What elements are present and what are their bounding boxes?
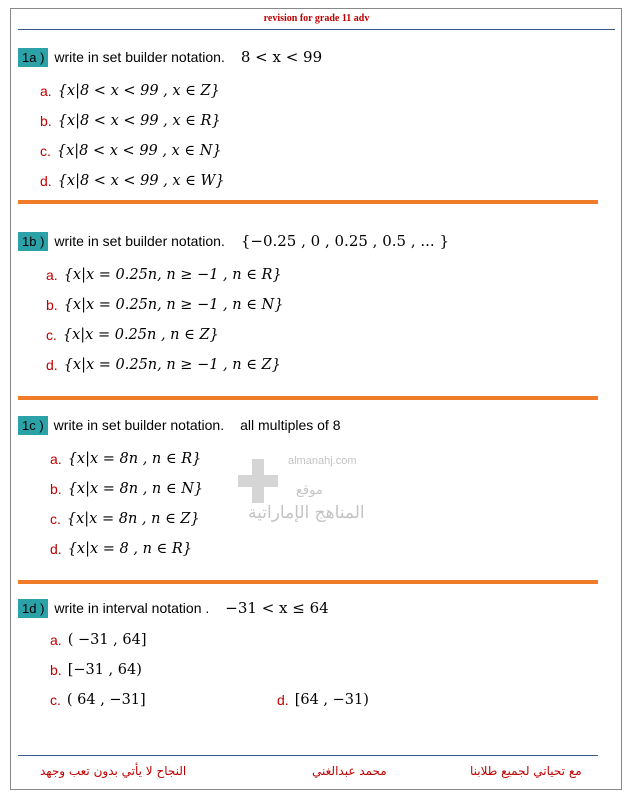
footer-author: محمد عبدالغني [312, 764, 387, 778]
option-letter: c. [40, 143, 51, 159]
option-letter: a. [40, 83, 52, 99]
option-letter: c. [50, 511, 61, 527]
option-letter: d. [50, 541, 62, 557]
section-divider [18, 396, 598, 400]
option-text: [−31 , 64) [67, 662, 142, 678]
option-b [50, 655, 598, 685]
question-1b [18, 230, 598, 380]
option-d [50, 534, 598, 564]
footer-right-text: مع تحياتي لجميع طلابنا [470, 764, 582, 778]
option-letter: b. [40, 113, 52, 129]
option-text: {x|x = 0.25n, n ≥ −1 , n ∈ R} [63, 267, 282, 283]
option-letter: a. [46, 267, 58, 283]
question-header [18, 230, 598, 252]
option-letter: a. [50, 451, 62, 467]
header-rule [18, 29, 615, 30]
question-number: 1b ) [18, 232, 48, 251]
question-expression: −31 < x ≤ 64 [225, 599, 329, 617]
watermark-logo-icon [238, 459, 278, 503]
question-expression: {−0.25 , 0 , 0.25 , 0.5 , ... } [240, 232, 449, 250]
option-letter: b. [46, 297, 58, 313]
watermark-site: almanahj.com [288, 455, 357, 467]
option-letter: d. [46, 357, 58, 373]
watermark [238, 455, 368, 535]
option-a [46, 260, 598, 290]
option-letter: b. [50, 481, 62, 497]
question-header [18, 414, 598, 436]
question-header [18, 597, 598, 619]
option-text: [64 , −31) [294, 692, 369, 708]
watermark-line-1: موقع [296, 483, 323, 498]
option-text: ( 64 , −31] [66, 692, 146, 708]
question-prompt: write in set builder notation. [53, 417, 225, 433]
option-letter: a. [50, 632, 62, 648]
option-d [46, 350, 598, 380]
option-text: {x|8 < x < 99 , x ∈ W} [57, 173, 225, 189]
footer-rule [18, 755, 598, 756]
option-d [40, 166, 598, 196]
question-prompt: write in set builder notation. [54, 233, 225, 249]
option-text: {x|8 < x < 99 , x ∈ R} [57, 113, 221, 129]
option-b [40, 106, 598, 136]
question-prompt: write in set builder notation. [54, 49, 225, 65]
option-a [40, 76, 598, 106]
section-divider [18, 580, 598, 584]
option-c [46, 320, 598, 350]
option-b [46, 290, 598, 320]
question-number: 1d ) [18, 599, 48, 618]
option-c [40, 136, 598, 166]
question-prompt: write in interval notation . [54, 600, 210, 616]
page-title: revision for grade 11 adv [263, 13, 370, 24]
option-letter: c. [50, 692, 61, 708]
option-text: {x|x = 8n , n ∈ Z} [66, 511, 200, 527]
option-text: {x|x = 0.25n, n ≥ −1 , n ∈ N} [63, 297, 284, 313]
option-text: {x|x = 0.25n , n ∈ Z} [62, 327, 219, 343]
question-expression: all multiples of 8 [240, 417, 341, 433]
option-text: {x|8 < x < 99 , x ∈ N} [56, 143, 222, 159]
option-text: {x|x = 8n , n ∈ N} [67, 481, 204, 497]
question-number: 1c ) [18, 416, 48, 435]
option-letter: b. [50, 662, 62, 678]
option-text: ( −31 , 64] [67, 632, 147, 648]
option-letter: d. [40, 173, 52, 189]
option-letter: d. [277, 692, 289, 708]
question-1d [18, 597, 598, 715]
option-text: {x|x = 8 , n ∈ R} [67, 541, 193, 557]
question-header [18, 46, 598, 68]
question-expression: 8 < x < 99 [240, 48, 323, 66]
option-a [50, 625, 598, 655]
option-text: {x|8 < x < 99 , x ∈ Z} [57, 83, 220, 99]
footer-left-text: النجاح لا يأتي بدون تعب وجهد [40, 764, 187, 778]
option-c [50, 685, 277, 715]
question-number: 1a ) [18, 48, 48, 67]
option-text: {x|x = 0.25n, n ≥ −1 , n ∈ Z} [63, 357, 281, 373]
section-divider [18, 200, 598, 204]
option-text: {x|x = 8n , n ∈ R} [67, 451, 202, 467]
watermark-line-2: المناهج الإماراتية [248, 503, 365, 523]
question-1a [18, 46, 598, 196]
option-letter: c. [46, 327, 57, 343]
option-d [277, 685, 369, 715]
